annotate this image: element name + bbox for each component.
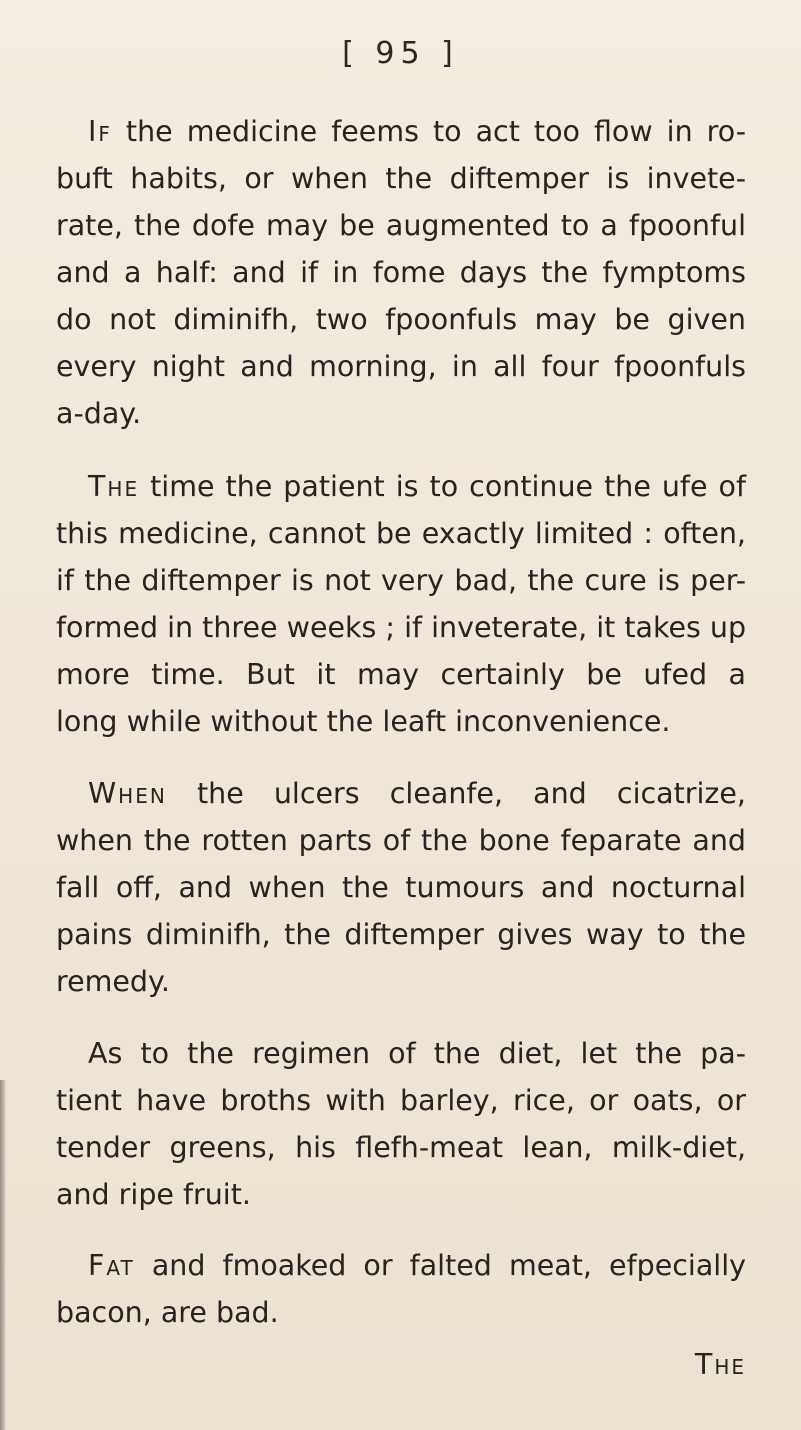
- paragraph-line: remedy.: [56, 965, 170, 998]
- paragraph-line: do not diminifh, two fpoonfuls may be given: [56, 303, 746, 336]
- paragraph-line: if the diftemper is not very bad, the cure is per-: [56, 564, 746, 597]
- paragraph-line: formed in three weeks ; if inveterate, it takes up: [56, 611, 747, 644]
- paragraph-line: As to the regimen of the diet, let the pa-: [88, 1037, 746, 1070]
- paragraph-line: this medicine, cannot be exactly limited : often,: [56, 517, 746, 550]
- paragraph-line: when the rotten parts of the bone feparate and: [56, 824, 746, 857]
- paragraph-line: and ripe fruit.: [56, 1178, 251, 1211]
- paragraph-line: a-day.: [56, 397, 142, 430]
- paragraph-line: and a half: and if in fome days the fymptoms: [56, 256, 746, 289]
- paragraph-4: [56, 1030, 746, 1218]
- paragraph-line: bacon, are bad.: [56, 1296, 279, 1329]
- lead-word: Fat: [88, 1249, 135, 1282]
- paragraph-line: more time. But it may certainly be ufed a: [56, 658, 746, 691]
- paragraph-line: every night and morning, in all four fpoonfuls: [56, 350, 746, 383]
- catchword: The: [694, 1348, 746, 1381]
- paragraph-line: pains diminifh, the diftemper gives way to the: [56, 918, 746, 951]
- paragraph-line: When the ulcers cleanfe, and cicatrize,: [88, 777, 746, 810]
- page-binding-shadow: [0, 1080, 6, 1430]
- paragraph-line: The time the patient is to continue the ufe of: [88, 470, 746, 503]
- paragraph-5: [56, 1242, 746, 1336]
- paragraph-line: Fat and fmoaked or falted meat, efpecially: [88, 1249, 746, 1282]
- paragraph-line: If the medicine feems to act too flow in ro-: [88, 115, 746, 148]
- paragraph-line: tender greens, his flefh-meat lean, milk-diet,: [56, 1131, 746, 1164]
- page-number-header: [ 95 ]: [342, 36, 459, 71]
- paragraph-line: buft habits, or when the diftemper is invete-: [56, 162, 746, 195]
- paragraph-line: tient have broths with barley, rice, or oats, or: [56, 1084, 746, 1117]
- lead-word: If: [88, 115, 112, 148]
- lead-word: When: [88, 777, 167, 810]
- lead-word: The: [88, 470, 140, 503]
- paragraph-line: long while without the leaft inconvenience.: [56, 705, 671, 738]
- paragraph-line: rate, the dofe may be augmented to a fpoonful: [56, 209, 746, 242]
- paragraph-1: [56, 108, 746, 437]
- paragraph-2: [56, 463, 746, 745]
- paragraph-line: fall off, and when the tumours and nocturnal: [56, 871, 746, 904]
- paragraph-3: [56, 770, 746, 1005]
